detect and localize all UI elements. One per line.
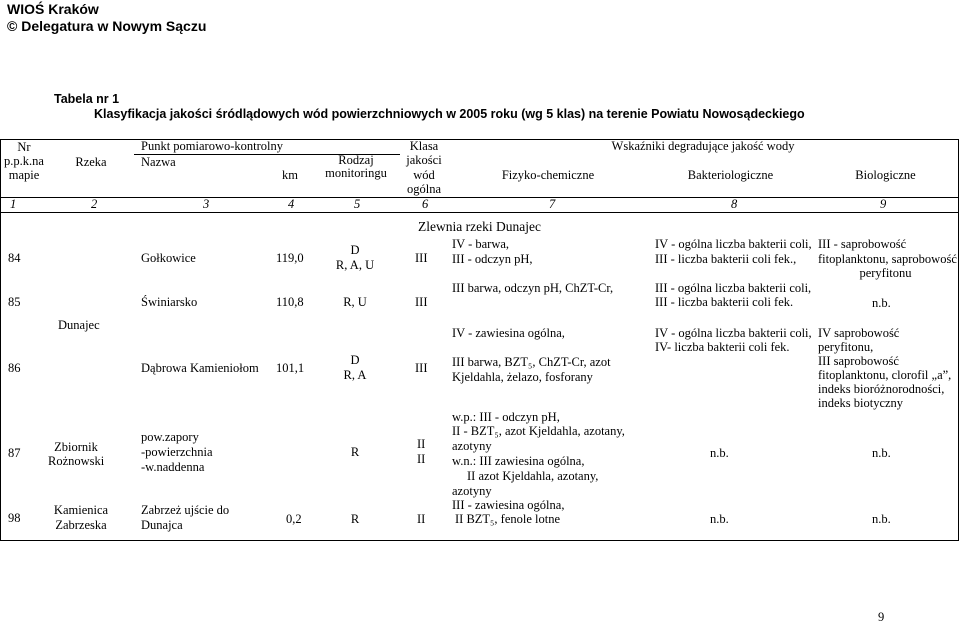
col-rzeka: Rzeka bbox=[75, 155, 107, 169]
colnum-4: 4 bbox=[288, 197, 295, 211]
row-km: 0,2 bbox=[286, 512, 302, 526]
row-fiz-l5: II azot Kjeldahla, azotany, bbox=[467, 469, 599, 483]
row-rzeka-l2: Zabrzeska bbox=[55, 518, 107, 532]
row-nazwa: Dąbrowa Kamieniołom bbox=[141, 361, 259, 375]
row-bio-l5: indeks bioróżnorodności, bbox=[818, 382, 945, 396]
agency-delegation: © Delegatura w Nowym Sączu bbox=[7, 18, 207, 34]
row-nr: 98 bbox=[8, 511, 21, 525]
row-nr: 84 bbox=[8, 251, 21, 265]
row-fiz-l6: azotyny bbox=[452, 484, 492, 498]
col-klasa-l3: wód bbox=[413, 168, 435, 182]
row-nazwa-l2: Dunajca bbox=[141, 518, 183, 532]
col-klasa-l2: jakości bbox=[406, 153, 442, 167]
col-km: km bbox=[282, 168, 298, 182]
row-rodzaj: R bbox=[350, 445, 360, 459]
col-bakt: Bakteriologiczne bbox=[687, 168, 774, 182]
col-nr-l2: p.p.k.na bbox=[4, 154, 44, 168]
row-klasa: III bbox=[415, 251, 428, 265]
row-bakt-l1: IV - ogólna liczba bakterii coli, bbox=[655, 326, 812, 340]
colnum-2: 2 bbox=[91, 197, 98, 211]
row-bio-l2: fitoplanktonu, saprobowość bbox=[818, 252, 957, 266]
row-bakt-l2: III - liczba bakterii coli fek. bbox=[655, 295, 794, 309]
section-title: Zlewnia rzeki Dunajec bbox=[418, 219, 541, 234]
row-rodzaj-l2: R, A, U bbox=[335, 258, 375, 272]
row-rodzaj-l2: R, A bbox=[343, 368, 367, 382]
row-fiz-l3: azotyny bbox=[452, 439, 492, 453]
row-bakt-l1: III - ogólna liczba bakterii coli, bbox=[655, 281, 812, 295]
row-fiz-l1: III - zawiesina ogólna, bbox=[452, 498, 565, 512]
col-punkt: Punkt pomiarowo-kontrolny bbox=[141, 139, 284, 153]
page-number: 9 bbox=[878, 610, 885, 624]
row-nazwa-l2: -powierzchnia bbox=[141, 445, 213, 459]
col-fiz: Fizyko-chemiczne bbox=[501, 168, 595, 182]
row-bakt: n.b. bbox=[710, 512, 729, 526]
row-rodzaj-l1: D bbox=[350, 243, 360, 257]
colnum-9: 9 bbox=[880, 197, 887, 211]
colnum-8: 8 bbox=[731, 197, 738, 211]
row-nazwa: Świniarsko bbox=[141, 295, 198, 309]
col-klasa-l1: Klasa bbox=[409, 139, 439, 153]
row-bakt-l2: III - liczba bakterii coli fek., bbox=[655, 252, 797, 266]
row-klasa: II bbox=[417, 512, 426, 526]
row-klasa: III bbox=[415, 295, 428, 309]
col-nr-l1: Nr bbox=[17, 140, 31, 154]
row-bakt-l2: IV- liczba bakterii coli fek. bbox=[655, 340, 790, 354]
row-nr: 86 bbox=[8, 361, 21, 375]
row-rzeka-l1: Kamienica bbox=[53, 503, 109, 517]
row-fiz-l2: III - odczyn pH, bbox=[452, 252, 533, 266]
row-fiz-l2: II - BZT₅, azot Kjeldahla, azotany, bbox=[452, 424, 625, 438]
row-fiz-l4: w.n.: III zawiesina ogólna, bbox=[452, 454, 585, 468]
colnum-3: 3 bbox=[203, 197, 210, 211]
col-nr-l3: mapie bbox=[8, 168, 40, 182]
col-rodzaj-l1: Rodzaj bbox=[338, 153, 374, 167]
col-wskazniki: Wskaźniki degradujące jakość wody bbox=[611, 139, 795, 153]
row-klasa-l2: II bbox=[417, 452, 426, 466]
row-rzeka-l1: Zbiornik bbox=[54, 440, 98, 454]
table-title: Klasyfikacja jakości śródlądowych wód powierzchniowych w 2005 roku (wg 5 klas) na terenie Powiatu Nowosądeckiego bbox=[94, 107, 805, 121]
row-nazwa-l1: Zabrzeż ujście do bbox=[141, 503, 230, 517]
row-km: 119,0 bbox=[276, 251, 304, 265]
row-fiz-l2: II BZT₅, fenole lotne bbox=[455, 512, 561, 526]
col-bio: Biologiczne bbox=[855, 168, 916, 182]
row-rodzaj-l1: D bbox=[350, 353, 360, 367]
row-bio-l3: peryfitonu bbox=[859, 266, 912, 280]
row-nazwa-l1: pow.zapory bbox=[141, 430, 199, 444]
col-rodzaj-l2: monitoringu bbox=[325, 166, 387, 180]
table-label: Tabela nr 1 bbox=[54, 92, 120, 106]
row-bio-l1: IV saprobowość bbox=[818, 326, 900, 340]
agency-name: WIOŚ Kraków bbox=[7, 1, 99, 17]
row-km: 101,1 bbox=[276, 361, 305, 375]
row-bio: n.b. bbox=[872, 512, 891, 526]
row-fiz-l1: III barwa, odczyn pH, ChZT-Cr, bbox=[452, 281, 614, 295]
row-fiz-l3: III barwa, BZT₅, ChZT-Cr, azot bbox=[452, 355, 611, 369]
row-nr: 87 bbox=[8, 446, 21, 460]
col-klasa-l4: ogólna bbox=[406, 182, 442, 196]
colnum-5: 5 bbox=[354, 197, 361, 211]
colnum-1: 1 bbox=[10, 197, 17, 211]
row-rodzaj: R, U bbox=[343, 295, 367, 309]
row-bakt: n.b. bbox=[710, 446, 729, 460]
colnum-6: 6 bbox=[422, 197, 429, 211]
row-fiz-l1: IV - barwa, bbox=[452, 237, 510, 251]
row-bio-l1: III - saprobowość bbox=[818, 237, 907, 251]
row-fiz-l1: w.p.: III - odczyn pH, bbox=[452, 410, 560, 424]
row-nr: 85 bbox=[8, 295, 21, 309]
agency-header bbox=[7, 1, 206, 35]
row-bio: n.b. bbox=[872, 446, 891, 460]
row-km: 110,8 bbox=[276, 295, 304, 309]
row-bio: n.b. bbox=[872, 296, 891, 310]
row-fiz-l1: IV - zawiesina ogólna, bbox=[452, 326, 565, 340]
row-bio-l3: III saprobowość bbox=[818, 354, 899, 368]
colnum-7: 7 bbox=[549, 197, 556, 211]
col-nazwa: Nazwa bbox=[141, 155, 176, 169]
row-rzeka-l2: Rożnowski bbox=[48, 454, 105, 468]
row-bakt-l1: IV - ogólna liczba bakterii coli, bbox=[655, 237, 812, 251]
river-group-dunajec: Dunajec bbox=[58, 318, 100, 332]
row-bio-l6: indeks biotyczny bbox=[818, 396, 904, 410]
row-nazwa: Gołkowice bbox=[141, 251, 196, 265]
row-bio-l2: peryfitonu, bbox=[818, 340, 874, 354]
row-bio-l4: fitoplanktonu, clorofil „a”, bbox=[818, 368, 952, 382]
row-rodzaj: R bbox=[350, 512, 360, 526]
row-nazwa-l3: -w.naddenna bbox=[141, 460, 205, 474]
row-fiz-l4: Kjeldahla, żelazo, fosforany bbox=[452, 370, 593, 384]
row-klasa: III bbox=[415, 361, 428, 375]
row-klasa-l1: II bbox=[417, 437, 426, 451]
